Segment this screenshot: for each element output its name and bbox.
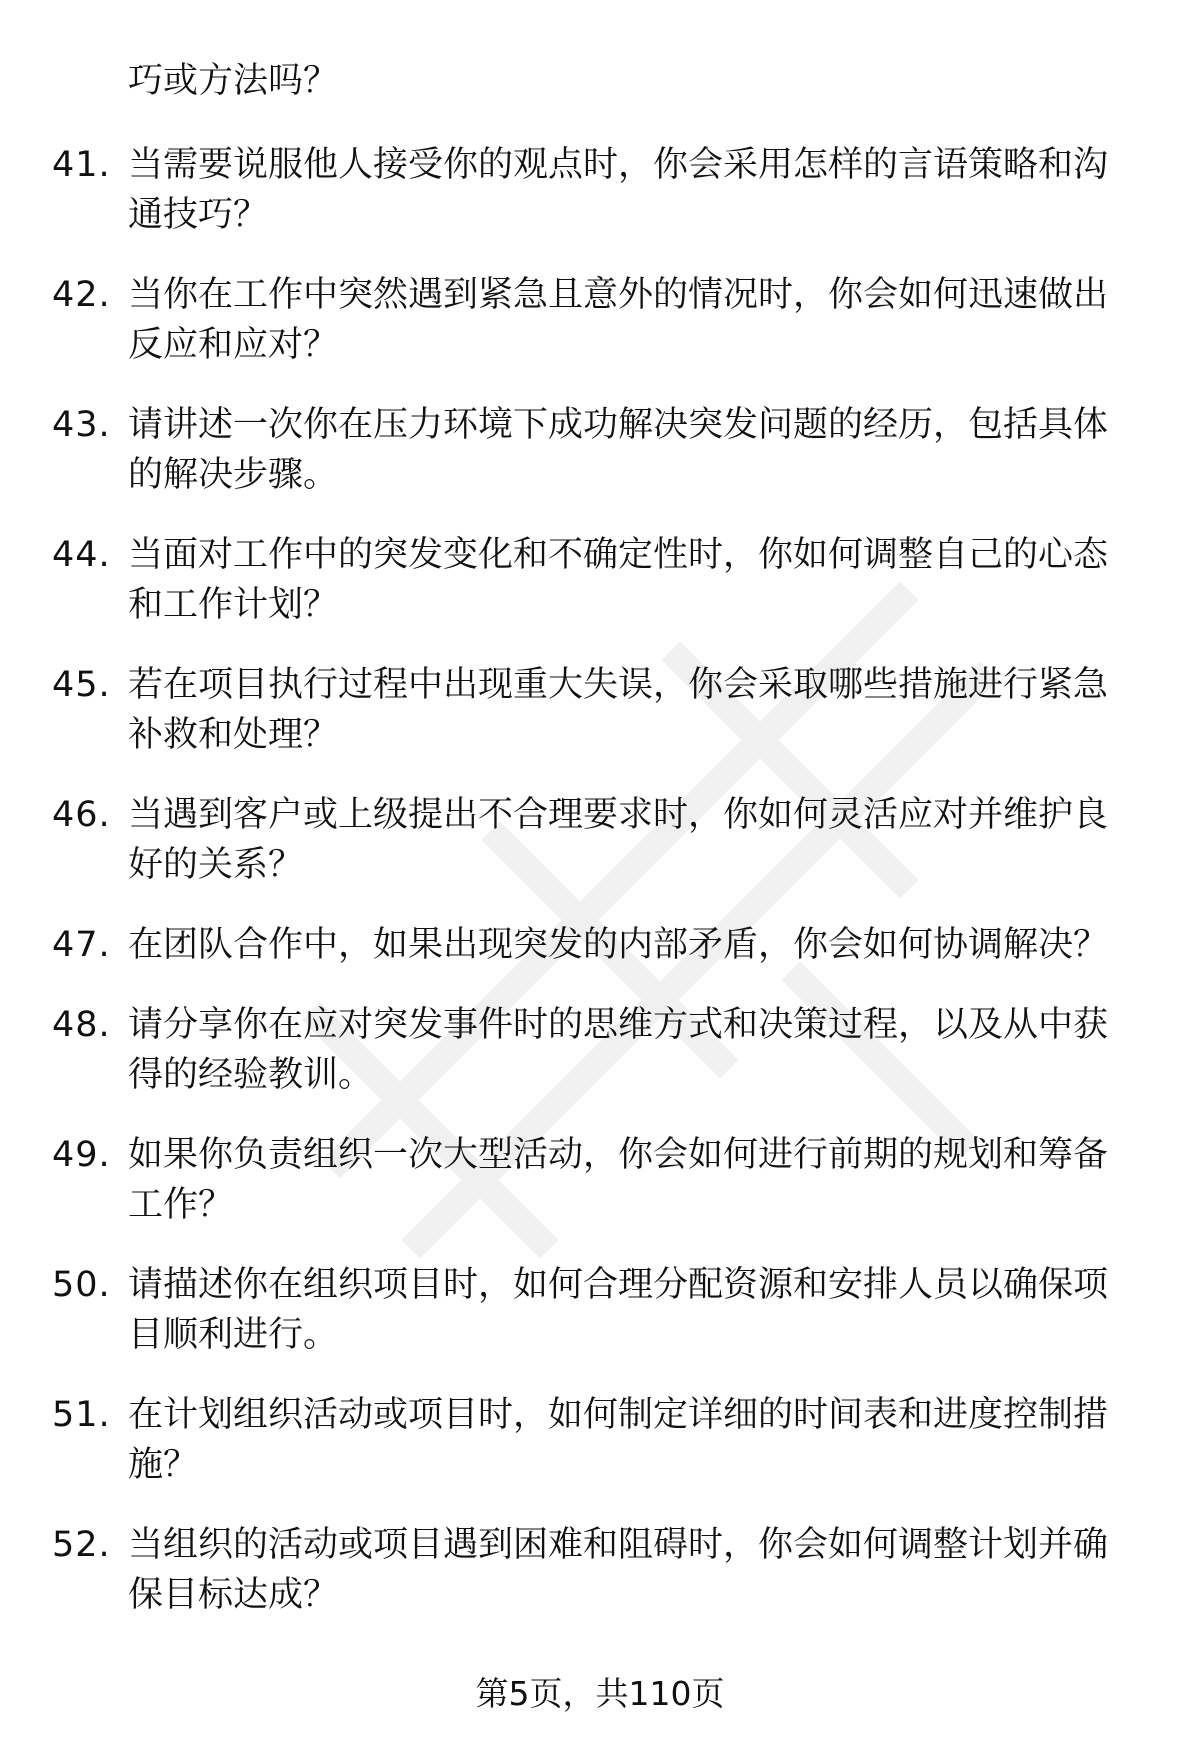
question-text: 当组织的活动或项目遇到困难和阻碍时，你会如何调整计划并确保目标达成？: [128, 1525, 1109, 1615]
question-item: [0, 400, 1200, 500]
question-text: 当面对工作中的突发变化和不确定性时，你如何调整自己的心态和工作计划？: [128, 535, 1109, 625]
continuation-text: 巧或方法吗？: [128, 61, 339, 101]
question-item: [0, 1390, 1200, 1490]
question-item: [0, 920, 1200, 970]
question-item: [0, 140, 1200, 240]
question-item: [0, 1520, 1200, 1620]
question-number: 42.: [52, 275, 111, 315]
question-text: 在计划组织活动或项目时，如何制定详细的时间表和进度控制措施？: [128, 1395, 1109, 1485]
question-text: 当遇到客户或上级提出不合理要求时，你如何灵活应对并维护良好的关系？: [128, 795, 1109, 885]
question-text: 当需要说服他人接受你的观点时，你会采用怎样的言语策略和沟通技巧？: [128, 145, 1109, 235]
page-footer: 第5页，共110页: [475, 1674, 725, 1713]
question-text: 在团队合作中，如果出现突发的内部矛盾，你会如何协调解决？: [128, 925, 1109, 965]
question-number: 43.: [52, 405, 111, 445]
question-item: [0, 1260, 1200, 1360]
question-item: [0, 1000, 1200, 1100]
question-text: 当你在工作中突然遇到紧急且意外的情况时，你会如何迅速做出反应和应对？: [128, 275, 1109, 365]
question-item: [0, 530, 1200, 630]
question-item: [0, 660, 1200, 760]
question-number: 47.: [52, 925, 111, 965]
question-text: 如果你负责组织一次大型活动，你会如何进行前期的规划和筹备工作？: [128, 1135, 1109, 1225]
question-number: 49.: [52, 1135, 111, 1175]
question-number: 46.: [52, 795, 111, 835]
question-number: 44.: [52, 535, 111, 575]
question-number: 50.: [52, 1265, 111, 1305]
question-number: 52.: [52, 1525, 111, 1565]
question-item: [0, 1130, 1200, 1230]
question-text: 请分享你在应对突发事件时的思维方式和决策过程，以及从中获得的经验教训。: [128, 1005, 1109, 1095]
question-number: 48.: [52, 1005, 111, 1045]
question-list: [0, 140, 1200, 1650]
question-number: 41.: [52, 145, 111, 185]
question-number: 45.: [52, 665, 111, 705]
question-text: 请描述你在组织项目时，如何合理分配资源和安排人员以确保项目顺利进行。: [128, 1265, 1109, 1355]
question-item: [0, 790, 1200, 890]
question-number: 51.: [52, 1395, 111, 1435]
question-text: 若在项目执行过程中出现重大失误，你会采取哪些措施进行紧急补救和处理？: [128, 665, 1109, 755]
question-item: [0, 270, 1200, 370]
question-text: 请讲述一次你在压力环境下成功解决突发问题的经历，包括具体的解决步骤。: [128, 405, 1109, 495]
